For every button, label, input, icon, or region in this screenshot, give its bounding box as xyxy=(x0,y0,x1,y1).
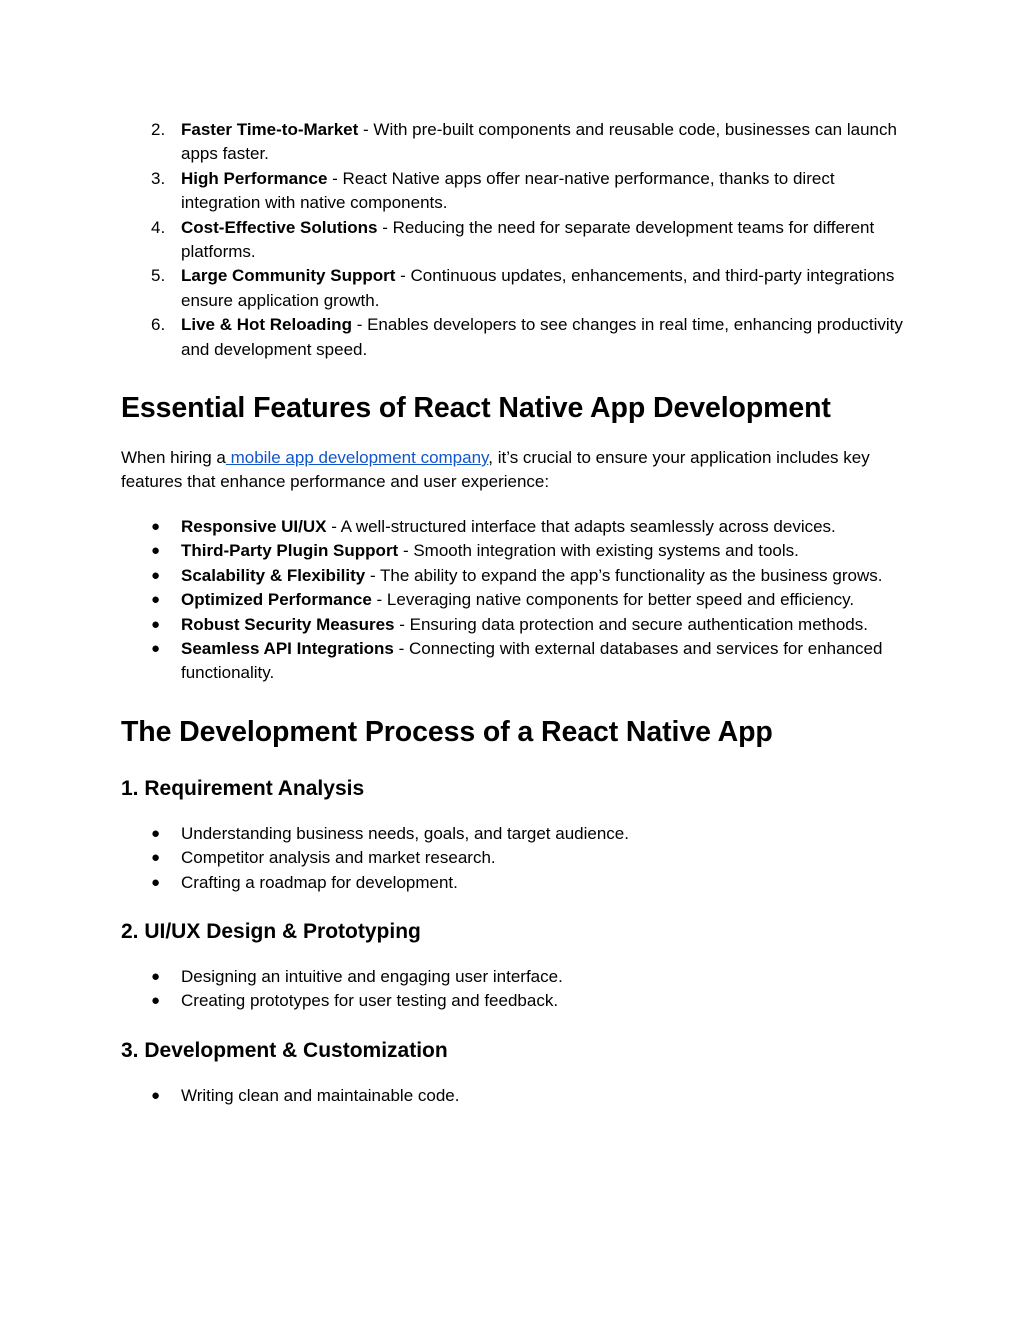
list-item xyxy=(121,871,911,895)
list-item-text: Writing clean and maintainable code. xyxy=(181,1085,460,1105)
features-bullet-list xyxy=(121,515,911,686)
list-item xyxy=(121,846,911,870)
step-bullet-list xyxy=(121,1084,911,1108)
document-content xyxy=(121,118,911,1108)
list-item xyxy=(121,515,911,539)
list-item-text: - Enables developers to see changes in real time, enhancing productivity and development speed. xyxy=(181,315,903,359)
list-number: 2. xyxy=(151,120,166,139)
step-title: 1. Requirement Analysis xyxy=(121,776,365,800)
list-item xyxy=(121,965,911,989)
intro-text-after: , it’s crucial to ensure your application includes key features that enhance performance and user experience: xyxy=(121,448,870,492)
step-bullet-list xyxy=(121,822,911,895)
list-item-text: Competitor analysis and market research. xyxy=(181,848,496,868)
process-heading: The Development Process of a React Native App xyxy=(121,715,773,748)
list-item-term: Large Community Support xyxy=(181,266,396,286)
list-number: 4. xyxy=(151,217,166,237)
list-item-term: Cost-Effective Solutions xyxy=(181,217,378,237)
list-item-text: - The ability to expand the app’s functionality as the business grows. xyxy=(365,565,883,585)
mobile-app-company-link[interactable]: mobile app development company xyxy=(225,448,489,468)
bullet-icon: ● xyxy=(151,566,161,584)
list-item xyxy=(121,989,911,1013)
list-item-text: - A well-structured interface that adapts seamlessly across devices. xyxy=(326,516,836,536)
intro-text-before: When hiring a xyxy=(121,448,226,468)
list-item-text: Crafting a roadmap for development. xyxy=(181,872,458,892)
list-item-term: Optimized Performance xyxy=(181,590,372,610)
bullet-icon: ● xyxy=(151,591,161,609)
list-item-term: Responsive UI/UX xyxy=(181,516,327,536)
bullet-icon: ● xyxy=(151,873,161,891)
list-item xyxy=(121,564,911,588)
list-item-text: - With pre-built components and reusable code, businesses can launch apps faster. xyxy=(181,120,897,164)
list-item xyxy=(121,822,911,846)
list-item xyxy=(121,637,911,686)
list-item xyxy=(121,118,911,167)
list-item-text: Creating prototypes for user testing and feedback. xyxy=(181,991,559,1011)
list-item-text: Designing an intuitive and engaging user interface. xyxy=(181,966,563,986)
bullet-icon: ● xyxy=(151,849,161,867)
list-number: 3. xyxy=(151,168,166,188)
list-item xyxy=(121,1084,911,1108)
list-item xyxy=(121,264,911,313)
bullet-icon: ● xyxy=(151,967,161,985)
list-item-text: - Continuous updates, enhancements, and third-party integrations ensure application growth. xyxy=(181,266,895,310)
list-item xyxy=(121,167,911,216)
list-item-text: - Ensuring data protection and secure authentication methods. xyxy=(394,614,868,634)
list-item-term: Live & Hot Reloading xyxy=(181,315,352,335)
list-item-text: - Leveraging native components for better speed and efficiency. xyxy=(371,590,855,610)
list-item-text: - Reducing the need for separate development teams for different platforms. xyxy=(181,217,875,262)
list-item-text: - Connecting with external databases and services for enhanced functionality. xyxy=(181,638,883,683)
bullet-icon: ● xyxy=(151,517,161,535)
list-item-term: High Performance xyxy=(181,168,328,188)
bullet-icon: ● xyxy=(151,824,161,842)
bullet-icon: ● xyxy=(151,992,161,1010)
step-title: 2. UI/UX Design & Prototyping xyxy=(121,919,421,943)
list-item xyxy=(121,539,911,563)
benefits-numbered-list xyxy=(121,118,911,362)
list-item xyxy=(121,313,911,362)
bullet-icon: ● xyxy=(151,1086,161,1104)
list-item-term: Scalability & Flexibility xyxy=(181,565,366,585)
list-item xyxy=(121,613,911,637)
bullet-icon: ● xyxy=(151,542,161,560)
list-item-text: - Smooth integration with existing systems and tools. xyxy=(398,541,799,561)
bullet-icon: ● xyxy=(151,639,161,657)
list-item xyxy=(121,588,911,612)
list-item-term: Faster Time-to-Market xyxy=(181,120,359,139)
features-heading: Essential Features of React Native App Development xyxy=(121,392,831,425)
list-item-text: - React Native apps offer near-native performance, thanks to direct integration with native components. xyxy=(181,168,835,213)
list-item xyxy=(121,216,911,265)
list-number: 5. xyxy=(151,266,166,286)
step-title: 3. Development & Customization xyxy=(121,1038,448,1062)
features-intro xyxy=(121,446,911,495)
list-number: 6. xyxy=(151,315,166,335)
list-item-term: Third-Party Plugin Support xyxy=(181,541,399,561)
bullet-icon: ● xyxy=(151,615,161,633)
list-item-term: Robust Security Measures xyxy=(181,614,395,634)
step-bullet-list xyxy=(121,965,911,1014)
list-item-text: Understanding business needs, goals, and target audience. xyxy=(181,823,629,843)
list-item-term: Seamless API Integrations xyxy=(181,638,394,658)
